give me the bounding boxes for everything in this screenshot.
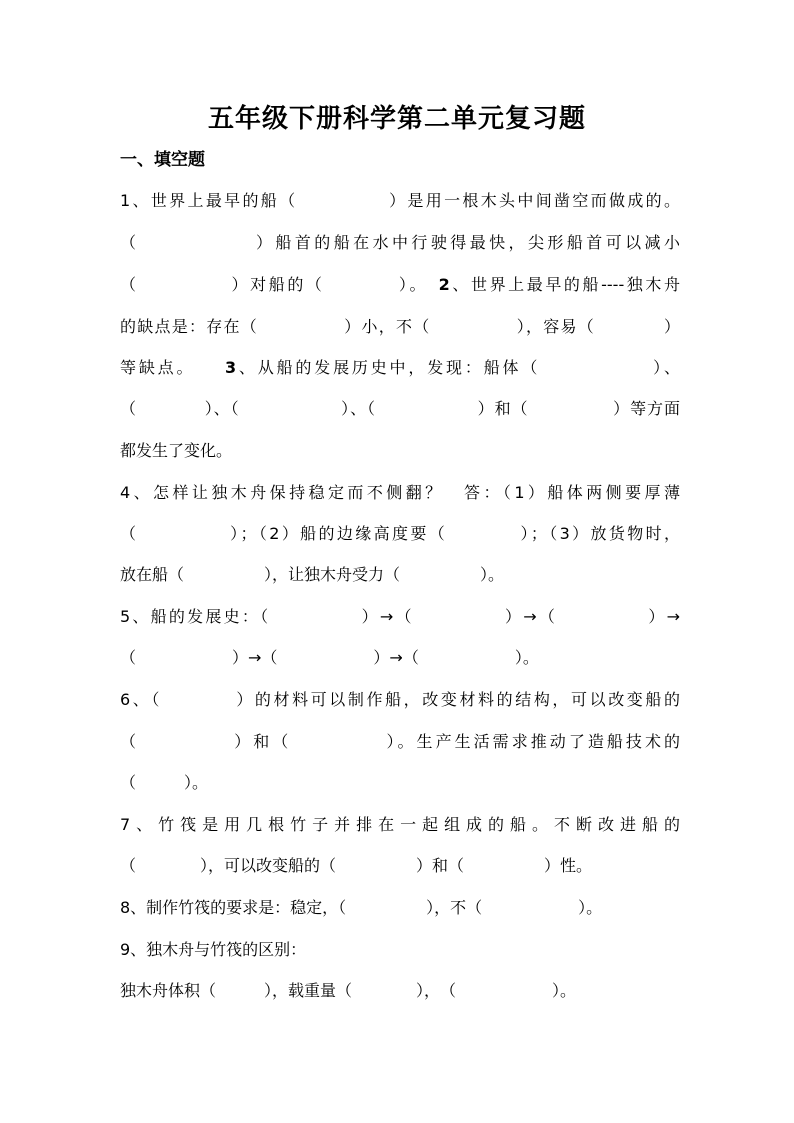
question-line: 6、（ ）的材料可以制作船，改变材料的结构，可以改变船的 bbox=[120, 690, 680, 709]
question-line: 7、竹筏是用几根竹子并排在一起组成的船。不断改进船的 bbox=[120, 815, 680, 834]
question-line: 都发生了变化。 bbox=[120, 441, 233, 460]
question-line: 等缺点。 3、从船的发展历史中，发现：船体（ ）、 bbox=[120, 358, 680, 377]
question-line: 4、怎样让独木舟保持稳定而不侧翻？ 答：（1）船体两侧要厚薄 bbox=[120, 483, 680, 502]
question-line: （ ）和（ ）。生产生活需求推动了造船技术的 bbox=[120, 732, 680, 751]
question-line: 放在船（ ），让独木舟受力（ ）。 bbox=[120, 565, 505, 584]
question-line: 9、独木舟与竹筏的区别： bbox=[120, 940, 307, 959]
question-line: 的缺点是：存在（ ）小，不（ ），容易（ ） bbox=[120, 317, 680, 336]
page-title: 五年级下册科学第二单元复习题 bbox=[207, 104, 586, 134]
question-line: 5、船的发展史：（ ）→（ ）→（ ）→ bbox=[120, 607, 680, 626]
question-line: 独木舟体积（ ），载重量（ ）， （ ）。 bbox=[120, 981, 577, 1000]
question-line: （ ）；（2）船的边缘高度要（ ）；（3）放货物时， bbox=[120, 524, 680, 543]
section-heading: 一、填空题 bbox=[120, 150, 205, 170]
question-line: （ ）、（ ）、（ ）和（ ）等方面 bbox=[120, 399, 680, 418]
question-line: （ ）对船的（ ）。 2、世界上最早的船----独木舟 bbox=[120, 275, 680, 294]
question-line: 1、世界上最早的船（ ）是用一根木头中间凿空而做成的。 bbox=[120, 191, 680, 210]
question-line: 8、制作竹筏的要求是：稳定，（ ），不（ ）。 bbox=[120, 898, 603, 917]
question-line: （ ）船首的船在水中行驶得最快，尖形船首可以减小 bbox=[120, 233, 680, 252]
question-line: （ ），可以改变船的（ ）和（ ）性。 bbox=[120, 856, 593, 875]
question-line: （ ）。 bbox=[120, 773, 209, 792]
question-line: （ ）→（ ）→（ ）。 bbox=[120, 648, 539, 667]
